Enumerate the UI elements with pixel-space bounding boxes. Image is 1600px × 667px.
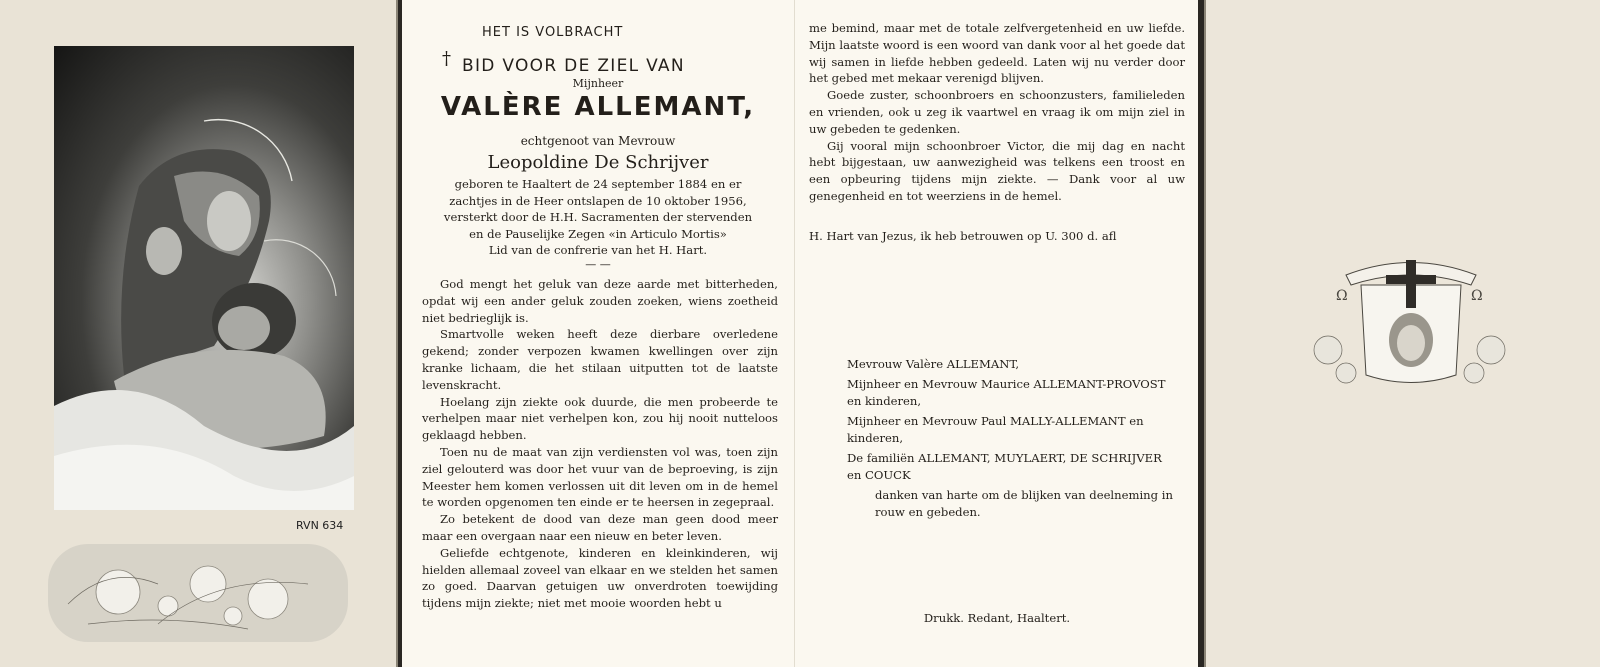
deceased-name: VALÈRE ALLEMANT, bbox=[440, 92, 756, 122]
cross-icon: † bbox=[442, 48, 451, 69]
title-mijnheer: Mijnheer bbox=[572, 77, 624, 90]
biography bbox=[422, 176, 774, 259]
image-panel bbox=[0, 0, 398, 667]
paragraph: Hoelang zijn ziekte ook duurde, die men probeerde te verhelpen maar niet verhelpen kon, zou hij nooit nutteloos geklaagd hebben. bbox=[422, 394, 778, 443]
text-panel-right bbox=[794, 0, 1198, 667]
bio-line: geboren te Haaltert de 24 september 1884 en er bbox=[454, 177, 742, 191]
family-entry: De familiën ALLEMANT, MUYLAERT, DE SCHRIJVER en COUCK bbox=[847, 451, 1162, 482]
bio-line: versterkt door de H.H. Sacramenten der stervenden bbox=[443, 210, 753, 225]
printer-credit: Drukk. Redant, Haaltert. bbox=[923, 611, 1071, 625]
svg-text:Ω: Ω bbox=[1336, 288, 1348, 304]
back-panel bbox=[1204, 0, 1600, 667]
paragraph: Geliefde echtgenote, kinderen en kleinkinderen, wij hielden allemaal zoveel van elkaar en we stelden het samen zo goed. Daarvan getuigen uw onverdroten toewijding tijdens mijn ziekte; niet met mooie woorden hebt u bbox=[422, 545, 778, 611]
text-panel-left bbox=[402, 0, 794, 667]
paragraph: me bemind, maar met de totale zelfvergetenheid en uw liefde. Mijn laatste woord is een woord van dank voor al het goede dat wij samen in liefde hebben gedeeld. Laten wij nu verder door het gebed met mekaar verenigd blijven. bbox=[809, 21, 1185, 86]
body-text-right bbox=[809, 20, 1185, 205]
family-entry: Mevrouw Valère ALLEMANT, bbox=[847, 357, 1020, 371]
header-text: HET IS VOLBRACHT bbox=[482, 25, 624, 40]
bio-line: zachtjes in de Heer ontslapen de 10 oktober 1956, bbox=[449, 193, 747, 208]
bio-line: Lid van de confrerie van het H. Hart. bbox=[488, 243, 708, 258]
bio-line: en de Pauselijke Zegen «in Articulo Mortis» bbox=[469, 226, 727, 241]
separator: — — bbox=[585, 258, 611, 271]
paragraph: Smartvolle weken heeft deze dierbare overledene gekend; zonder verpozen kwamen kwellingen over zijn kranke lichaam, die het stilaan uitputten tot de laatste levenskracht. bbox=[422, 327, 778, 392]
veronica-emblem bbox=[1306, 255, 1516, 405]
svg-text:Ω: Ω bbox=[1471, 288, 1483, 304]
pieta-image bbox=[54, 46, 354, 510]
paragraph: Gij vooral mijn schoonbroer Victor, die mij dag en nacht hebt bijgestaan, uw aanwezigheid was telkens een troost en een opbeuring tijdens mijn ziekte. — Dank voor al uw genegenheid en tot weerziens in de hemel. bbox=[809, 138, 1185, 203]
family-entry: Mijnheer en Mevrouw Maurice ALLEMANT-PROVOST en kinderen, bbox=[847, 377, 1166, 408]
thanks-text: danken van harte om de blijken van deelneming in rouw en gebeden. bbox=[875, 488, 1173, 519]
flower-ornament bbox=[48, 544, 348, 642]
paragraph: Goede zuster, schoonbroers en schoonzusters, familieleden en vrienden, ook u zeg ik vaartwel en vraag ik om mijn ziel in uw gebeden te gedenken. bbox=[809, 88, 1185, 136]
image-code: RVN 634 bbox=[296, 519, 344, 532]
prayer-line: H. Hart van Jezus, ik heb betrouwen op U. 300 d. afl bbox=[809, 229, 1117, 243]
family-entry: Mijnheer en Mevrouw Paul MALLY-ALLEMANT en kinderen, bbox=[847, 414, 1144, 445]
body-text-left bbox=[422, 276, 778, 612]
spouse-name: Leopoldine De Schrijver bbox=[487, 152, 709, 173]
pray-line: BID VOOR DE ZIEL VAN bbox=[462, 56, 685, 76]
family-list bbox=[847, 356, 1179, 524]
paragraph: Zo betekent de dood van deze man geen dood meer maar een overgaan naar een nieuw en beter leven. bbox=[422, 512, 778, 543]
spouse-intro: echtgenoot van Mevrouw bbox=[520, 134, 676, 148]
paragraph: God mengt het geluk van deze aarde met bitterheden, opdat wij een ander geluk zouden zoeken, wiens zoetheid niet bedrieglijk is. bbox=[422, 277, 778, 325]
paragraph: Toen nu de maat van zijn verdiensten vol was, toen zijn ziel gelouterd was door het vuur van de beproeving, is zijn Meester hem komen verlossen uit dit leven om in de hemel te worden opgenomen ten einde er te heersen in zegepraal. bbox=[422, 444, 778, 510]
